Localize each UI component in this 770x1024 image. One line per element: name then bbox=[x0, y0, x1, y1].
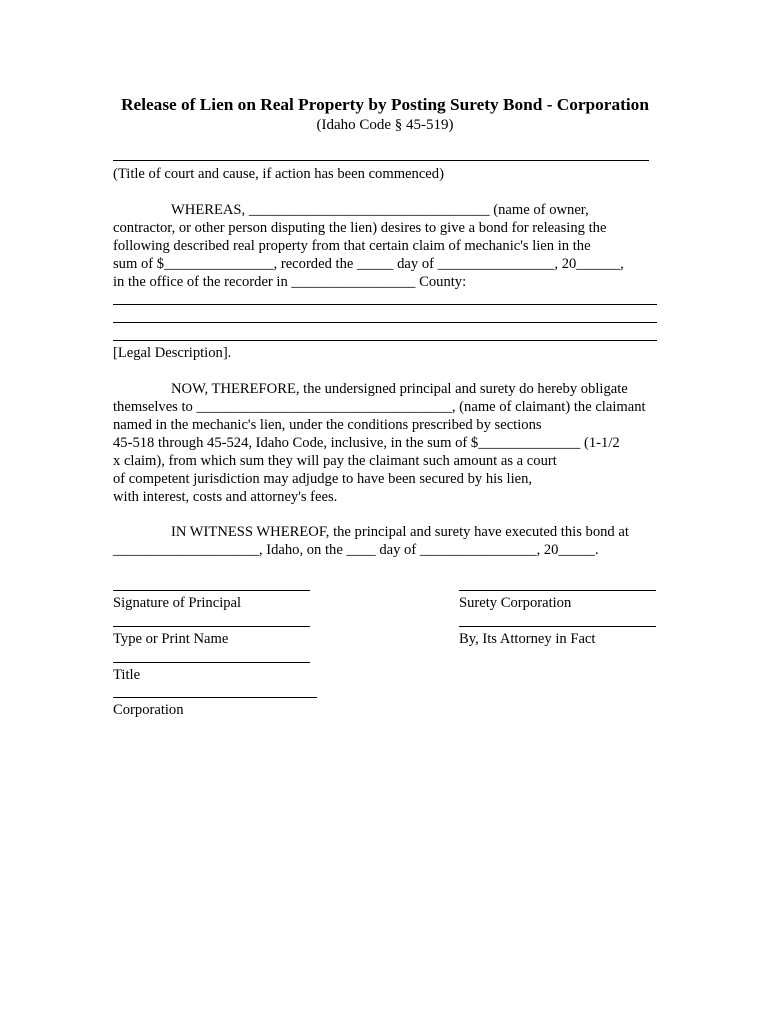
now-therefore-line-2: themselves to ___________________________________, (name of claimant) the claimant bbox=[113, 399, 646, 415]
legal-description-line-3 bbox=[113, 340, 657, 341]
now-therefore-line-6: of competent jurisdiction may adjudge to have been secured by his lien, bbox=[113, 471, 533, 487]
now-therefore-line-3: named in the mechanic's lien, under the conditions prescribed by sections bbox=[113, 417, 542, 433]
now-therefore-line-4: 45-518 through 45-524, Idaho Code, inclusive, in the sum of $______________ (1-1/2 bbox=[113, 435, 620, 451]
surety-signature-line bbox=[459, 590, 656, 591]
whereas-line-4: sum of $_______________, recorded the _____ day of ________________, 20______, bbox=[113, 256, 624, 272]
title-line bbox=[113, 662, 310, 663]
court-caption-line bbox=[113, 160, 649, 161]
corporation-label: Corporation bbox=[113, 702, 184, 718]
whereas-line-1: WHEREAS, _________________________________ (name of owner, bbox=[171, 202, 589, 218]
legal-description-line-1 bbox=[113, 304, 657, 305]
document-subtitle: (Idaho Code § 45-519) bbox=[316, 117, 454, 133]
corporation-line bbox=[113, 697, 317, 698]
now-therefore-line-5: x claim), from which sum they will pay the claimant such amount as a court bbox=[113, 453, 557, 469]
legal-description-line-2 bbox=[113, 322, 657, 323]
signature-of-principal-label: Signature of Principal bbox=[113, 595, 242, 611]
whereas-line-2: contractor, or other person disputing the lien) desires to give a bond for releasing the bbox=[113, 220, 607, 236]
now-therefore-line-7: with interest, costs and attorney's fees. bbox=[113, 489, 338, 505]
witness-line-1: IN WITNESS WHEREOF, the principal and surety have executed this bond at bbox=[171, 524, 629, 540]
court-caption-label: (Title of court and cause, if action has been commenced) bbox=[113, 166, 444, 182]
whereas-line-3: following described real property from that certain claim of mechanic's lien in the bbox=[113, 238, 591, 254]
witness-line-2: ____________________, Idaho, on the ____ day of ________________, 20_____. bbox=[113, 542, 599, 558]
surety-corporation-label: Surety Corporation bbox=[459, 595, 572, 611]
principal-signature-line bbox=[113, 590, 310, 591]
attorney-in-fact-label: By, Its Attorney in Fact bbox=[459, 631, 596, 647]
attorney-in-fact-line bbox=[459, 626, 656, 627]
document-title: Release of Lien on Real Property by Posting Surety Bond - Corporation bbox=[121, 95, 649, 114]
legal-description-label: [Legal Description]. bbox=[113, 345, 232, 361]
now-therefore-line-1: NOW, THEREFORE, the undersigned principal and surety do hereby obligate bbox=[171, 381, 628, 397]
print-name-line bbox=[113, 626, 310, 627]
title-label: Title bbox=[113, 667, 141, 683]
whereas-line-5: in the office of the recorder in _________________ County: bbox=[113, 274, 467, 290]
type-or-print-name-label: Type or Print Name bbox=[113, 631, 229, 647]
